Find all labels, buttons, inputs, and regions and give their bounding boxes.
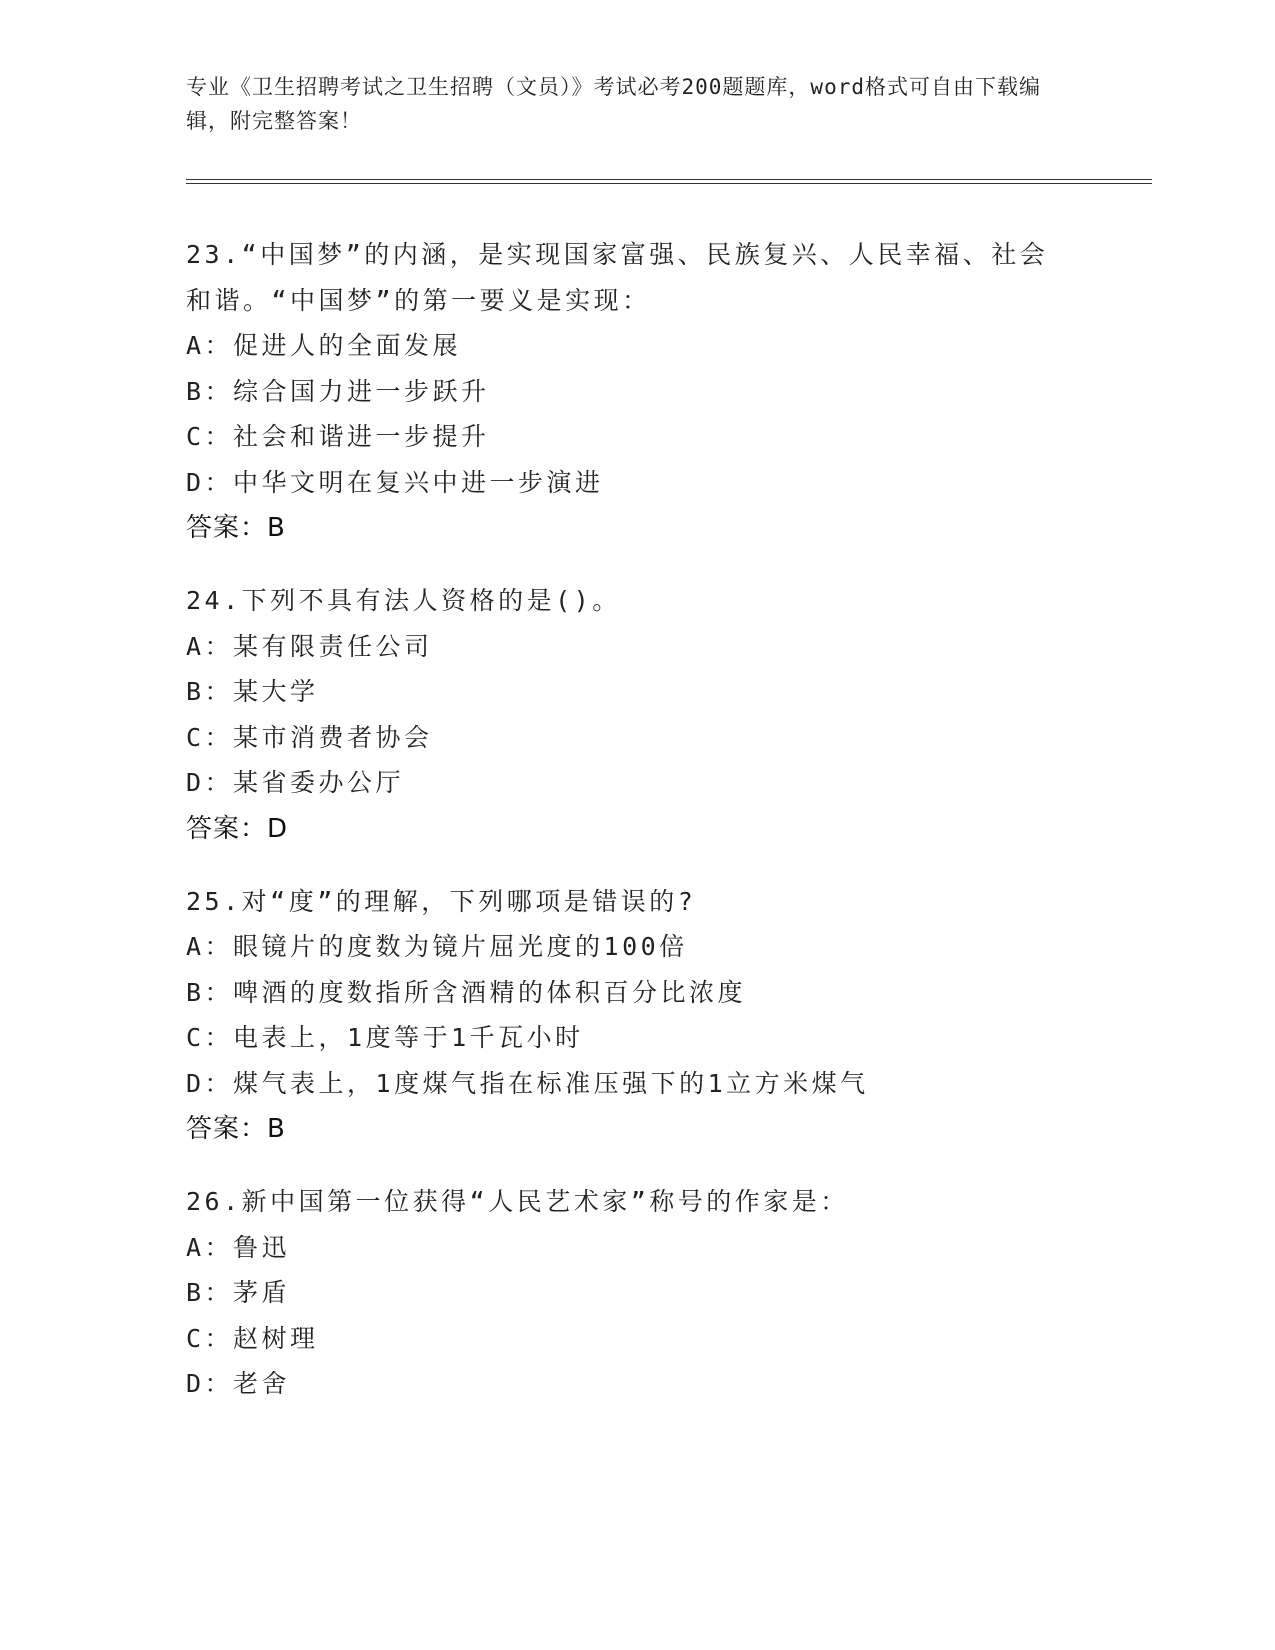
option-d: D：某省委办公厅 xyxy=(186,768,405,797)
question-stem: 25.对“度”的理解，下列哪项是错误的? xyxy=(186,886,697,916)
option-b: B：综合国力进一步跃升 xyxy=(186,376,490,406)
option-d: D：中华文明在复兴中进一步演进 xyxy=(186,467,604,497)
option-c: C：社会和谐进一步提升 xyxy=(186,422,490,451)
option-c: C：某市消费者协会 xyxy=(186,722,433,752)
header-divider-bottom xyxy=(186,183,1152,184)
document-header: 专业《卫生招聘考试之卫生招聘（文员）》考试必考200题题库，word格式可自由下载编辑，附完整答案！ xyxy=(186,75,1041,133)
question-stem: 26.新中国第一位获得“人民艺术家”称号的作家是： xyxy=(186,1187,849,1216)
option-d: D：煤气表上，1度煤气指在标准压强下的1立方米煤气 xyxy=(186,1068,869,1098)
question-26 xyxy=(186,1179,1086,1407)
option-b: B：茅盾 xyxy=(186,1278,291,1307)
question-list xyxy=(186,232,1086,1434)
option-d: D：老舍 xyxy=(186,1369,291,1398)
question-24 xyxy=(186,578,1086,852)
option-c: C：电表上，1度等于1千瓦小时 xyxy=(186,1023,584,1052)
option-c: C：赵树理 xyxy=(186,1323,319,1353)
answer-line: 答案：B xyxy=(186,1114,286,1144)
option-a: A：某有限责任公司 xyxy=(186,631,433,661)
option-a: A：眼镜片的度数为镜片屈光度的100倍 xyxy=(186,932,688,961)
option-b: B：啤酒的度数指所含酒精的体积百分比浓度 xyxy=(186,977,747,1007)
option-b: B：某大学 xyxy=(186,677,319,706)
question-stem: 24.下列不具有法人资格的是()。 xyxy=(186,586,621,615)
option-a: A：促进人的全面发展 xyxy=(186,331,462,360)
answer-line: 答案：D xyxy=(186,813,289,844)
answer-line: 答案：B xyxy=(186,513,286,543)
question-23 xyxy=(186,232,1086,551)
header-divider-top xyxy=(186,179,1152,180)
question-25 xyxy=(186,879,1086,1153)
option-a: A：鲁迅 xyxy=(186,1232,291,1262)
question-stem: 23.“中国梦”的内涵，是实现国家富强、民族复兴、人民幸福、社会和谐。“中国梦”的第一要义是实现： xyxy=(186,240,1049,315)
